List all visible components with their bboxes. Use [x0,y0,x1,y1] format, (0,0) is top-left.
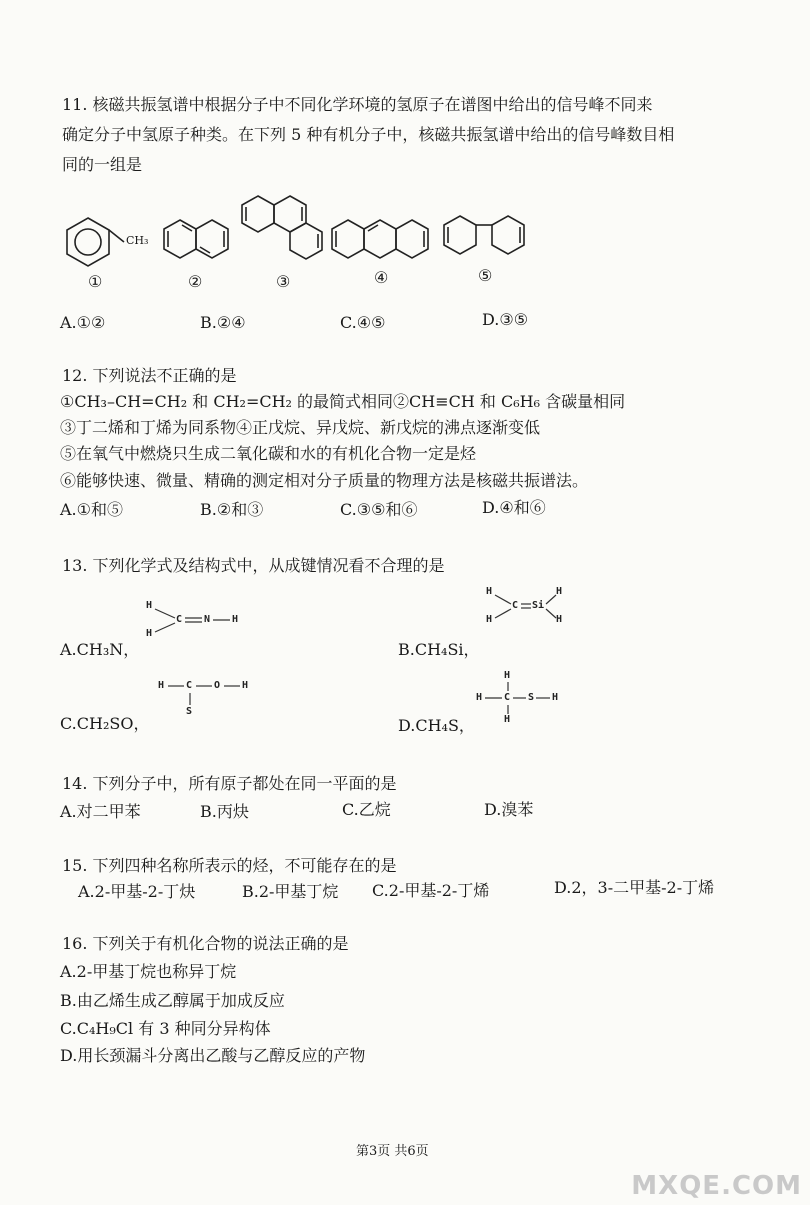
q15-option-c: C.2-甲基-2-丁烯 [372,881,490,900]
atom-n: N [204,614,211,625]
q15-option-b: B.2-甲基丁烷 [242,882,339,901]
biphenyl-structure [440,210,535,270]
watermark-logo: MXQE.COM [631,1171,802,1201]
atom-h: H [552,692,559,703]
q12-option-d: D.④和⑥ [482,498,546,517]
atom-c: C [512,600,519,611]
structure-a-bonds [146,600,256,645]
mol-label-3: ③ [276,272,291,291]
q16-stem: 16. 下列关于有机化合物的说法正确的是 [62,934,349,953]
q16-option-a: A.2-甲基丁烷也称异丁烷 [60,962,237,981]
structure-b-ch4si [486,586,576,631]
q13-option-c: C.CH₂SO， [60,714,150,733]
atom-h: H [504,670,511,681]
atom-c: C [504,692,511,703]
atom-s: S [186,706,193,717]
q16-option-c: C.C₄H₉Cl 有 3 种同分异构体 [60,1019,271,1038]
atom-h: H [146,628,153,639]
q12-option-a: A.①和⑤ [60,500,123,519]
q11-option-a: A.①② [60,313,106,332]
phenanthrene-structure [240,192,330,272]
q14-option-b: B.丙炔 [200,802,249,821]
q11-line3: 同的一组是 [62,155,143,174]
q11-option-b: B.②④ [200,313,246,332]
q13-stem: 13. 下列化学式及结构式中，从成键情况看不合理的是 [62,556,445,575]
q13-option-b: B.CH₄Si， [398,640,480,659]
structure-c-bonds [158,680,268,720]
q16-option-b: B.由乙烯生成乙醇属于加成反应 [60,991,285,1010]
q12-option-b: B.②和③ [200,500,264,519]
atom-c: C [176,614,183,625]
mol-label-5: ⑤ [478,266,493,285]
q13-option-d: D.CH₄S， [398,716,475,735]
q13-option-a: A.CH₃N， [60,640,140,659]
structure-d-bonds [476,670,566,728]
q12-statement-5: ⑤在氧气中燃烧只生成二氧化碳和水的有机化合物一定是烃 [60,444,477,463]
q12-statement-3-4: ③丁二烯和丁烯为同系物④正戊烷、异戊烷、新戊烷的沸点逐渐变低 [60,418,541,437]
atom-h: H [486,614,493,625]
q16-option-d: D.用长颈漏斗分离出乙酸与乙醇反应的产物 [60,1046,366,1065]
atom-h: H [232,614,239,625]
q12-statement-6: ⑥能够快速、微量、精确的测定相对分子质量的物理方法是核磁共振谱法。 [60,471,589,490]
atom-h: H [556,614,563,625]
q11-line1: 11. 核磁共振氢谱中根据分子中不同化学环境的氢原子在谱图中给出的信号峰不同来 [62,95,653,114]
q15-option-d: D.2，3-二甲基-2-丁烯 [554,878,715,897]
q11-line2: 确定分子中氢原子种类。在下列 5 种有机分子中，核磁共振氢谱中给出的信号峰数目相 [62,125,675,144]
atom-si: Si [532,600,545,611]
mol-label-2: ② [188,272,203,291]
atom-h: H [242,680,249,691]
atom-h: H [556,586,563,597]
structure-a-ch3n [146,600,256,645]
atom-h: H [158,680,165,691]
atom-c: C [186,680,193,691]
q11-option-c: C.④⑤ [340,313,386,332]
anthracene-structure [330,215,440,275]
structure-c-ch2so [158,680,268,720]
naphthalene-structure [160,215,240,275]
atom-h: H [146,600,153,611]
atom-h: H [476,692,483,703]
structure-d-ch4s [476,670,566,728]
ch3-label: CH₃ [126,234,149,247]
atom-o: O [214,680,221,691]
structure-b-bonds [486,586,576,631]
atom-h: H [486,586,493,597]
atom-s: S [528,692,535,703]
atom-h: H [504,714,511,725]
q11-option-d: D.③⑤ [482,310,529,329]
q14-option-c: C.乙烷 [342,800,391,819]
q12-statement-1-2: ①CH₃–CH=CH₂ 和 CH₂=CH₂ 的最简式相同②CH≡CH 和 C₆H₆ 含碳量相同 [60,392,626,411]
q15-option-a: A.2-甲基-2-丁炔 [78,882,196,901]
mol-label-4: ④ [374,268,389,287]
q14-stem: 14. 下列分子中，所有原子都处在同一平面的是 [62,774,397,793]
q12-stem: 12. 下列说法不正确的是 [62,366,237,385]
mol-label-1: ① [88,272,103,291]
q14-option-a: A.对二甲苯 [60,802,141,821]
q14-option-d: D.溴苯 [484,800,534,819]
q15-stem: 15. 下列四种名称所表示的烃，不可能存在的是 [62,856,397,875]
q12-option-c: C.③⑤和⑥ [340,500,418,519]
page-number: 第3页 共6页 [356,1144,429,1159]
